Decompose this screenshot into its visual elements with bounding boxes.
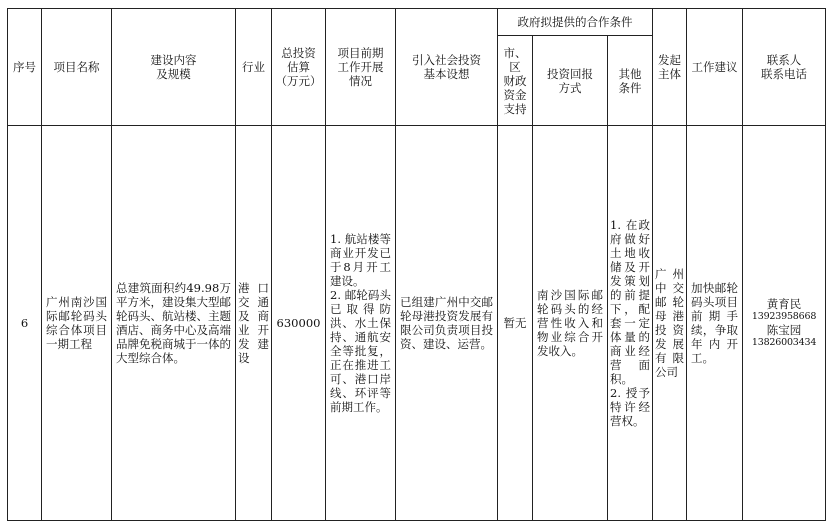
cell-idea-text: 已组建广州中交邮轮母港投资发展有限公司负责项目投资、建设、运营。: [400, 295, 493, 351]
header-name: 项目名称: [42, 9, 112, 126]
cell-advice-text: 加快邮轮码头项目前期手续，争取年内开工。: [691, 281, 739, 365]
cell-sponsor: [653, 126, 687, 521]
project-table: [7, 8, 826, 521]
header-return-mode: 投资回报 方式: [533, 36, 608, 126]
contact-name-1: 黄育民: [766, 297, 802, 311]
contact-phone-2: 13826003434: [751, 337, 817, 348]
header-gov-fund: 市、区 财政 资金 支持: [498, 36, 533, 126]
cell-gov-fund: 暂无: [498, 126, 533, 521]
cell-investment: 630000: [272, 126, 326, 521]
header-advice: 工作建议: [687, 9, 743, 126]
header-industry: 行业: [236, 9, 272, 126]
cell-progress: [326, 126, 396, 521]
table-row: [8, 126, 826, 521]
cell-idea: [396, 126, 498, 521]
header-sponsor: 发起 主体: [653, 9, 687, 126]
cell-scope: [112, 126, 236, 521]
header-scope: 建设内容 及规模: [112, 9, 236, 126]
cell-name: [42, 126, 112, 521]
header-progress: 项目前期 工作开展 情况: [326, 9, 396, 126]
cell-name-text: 广州南沙国际邮轮码头综合体项目一期工程: [46, 295, 107, 351]
header-contact: 联系人 联系电话: [743, 9, 826, 126]
contact-name-2: 陈宝园: [766, 323, 802, 337]
cell-return-mode: [533, 126, 608, 521]
cell-other: [608, 126, 653, 521]
header-investment: 总投资 估算 （万元）: [272, 9, 326, 126]
cell-index: 6: [8, 126, 42, 521]
header-gov-conditions: 政府拟提供的合作条件: [498, 9, 653, 36]
cell-industry-text: 港口交通及商业开发建设: [238, 281, 269, 365]
cell-other-text: 1. 在政府做好土地收储及开发策划的前提下，配套一定体量的商业经营面积。 2. 授予特许经营权。: [610, 218, 651, 428]
header-row-top: [8, 9, 826, 36]
header-index: 序号: [8, 9, 42, 126]
cell-advice: [687, 126, 743, 521]
cell-progress-text: 1. 航站楼等商业开发已于8月开工建设。 2. 邮轮码头已取得防洪、水土保持、通航安全等批复，正在推进工可、港口岸线、环评等前期工作。: [330, 232, 391, 414]
cell-industry: [236, 126, 272, 521]
contact-phone-1: 13923958668: [751, 311, 817, 322]
header-idea: 引入社会投资 基本设想: [396, 9, 498, 126]
cell-sponsor-text: 广州中交邮轮母港投资发展有限公司: [655, 267, 685, 379]
cell-scope-text: 总建筑面积约49.98万平方米，建设集大型邮轮码头、航站楼、主题酒店、商务中心及高端品牌免税商城于一体的大型综合体。: [116, 281, 231, 365]
cell-return-mode-text: 南沙国际邮轮码头的经营性收入和物业综合开发收入。: [537, 288, 603, 358]
cell-contact: [743, 126, 826, 521]
header-other: 其他 条件: [608, 36, 653, 126]
